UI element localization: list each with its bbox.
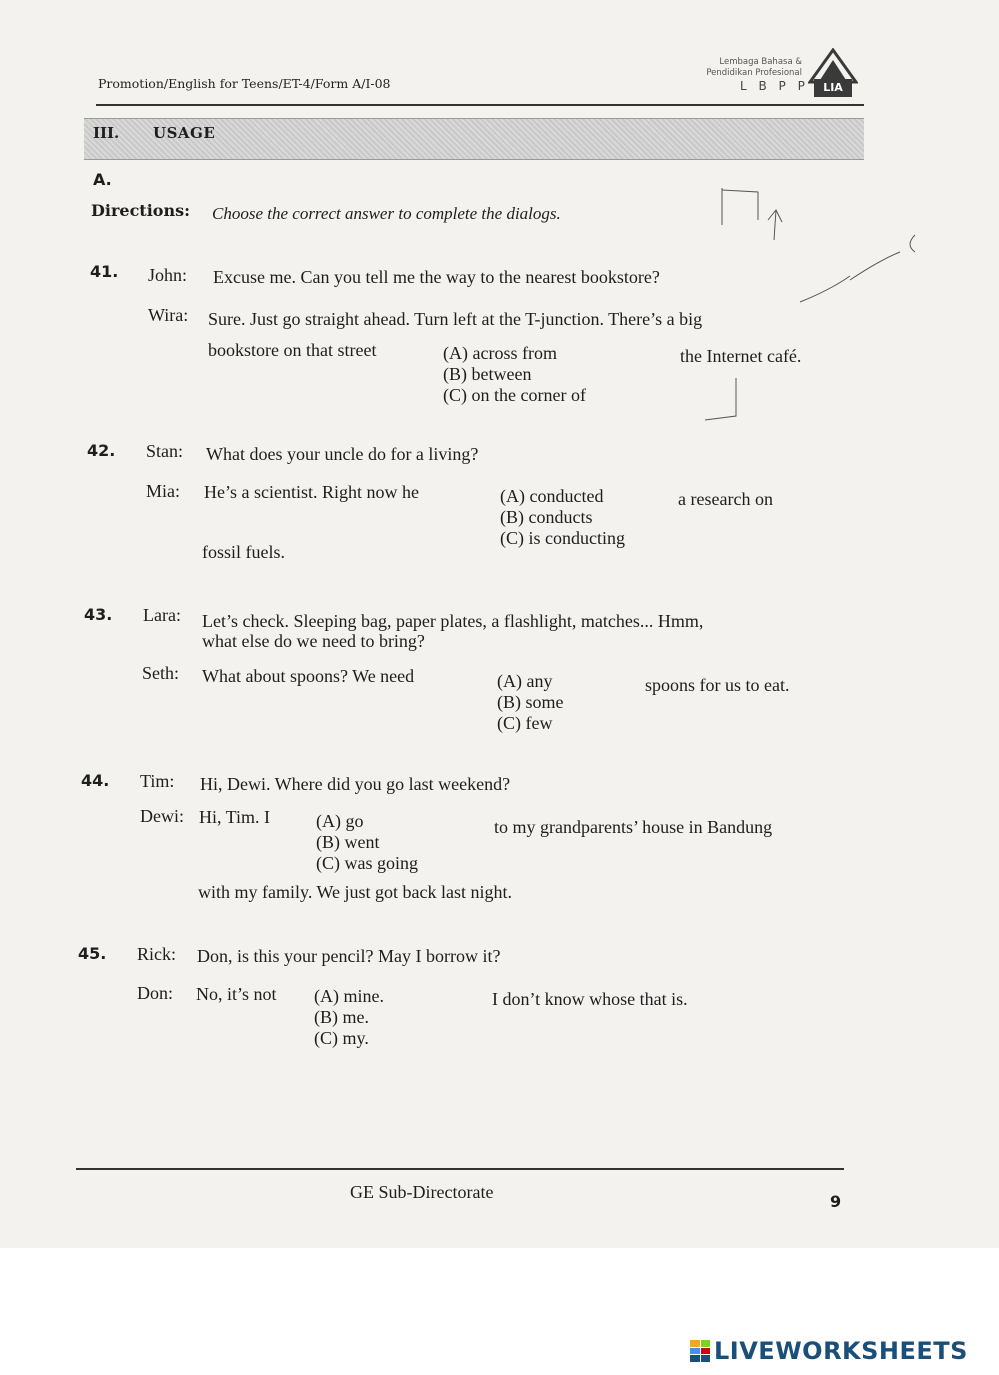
directions-text: Choose the correct answer to complete the dialogs. [212,204,561,223]
speaker-label: Wira: [148,305,189,325]
dialog-after-blank: a research on [678,489,773,509]
dialog-before-blank: What about spoons? We need [202,666,415,686]
option-a[interactable]: (A) across from [443,343,557,363]
question-number: 42. [87,441,116,460]
page-number: 9 [830,1192,842,1211]
speaker-label: Lara: [143,605,181,625]
question-number: 44. [81,771,110,790]
dialog-after-blank: I don’t know whose that is. [492,989,688,1009]
dialog-continuation: fossil fuels. [202,542,285,562]
liveworksheets-logo-icon [690,1340,710,1362]
liveworksheets-brand [690,1336,968,1366]
logo-organization [690,57,802,79]
option-a[interactable]: (A) any [497,671,553,691]
liveworksheets-wordmark: LIVEWORKSHEETS [714,1337,968,1365]
section-title: USAGE [153,124,216,142]
speaker-label: John: [148,265,188,285]
option-c[interactable]: (C) on the corner of [443,385,586,405]
dialog-line: Sure. Just go straight ahead. Turn left at the T-junction. There’s a big [208,309,703,329]
question-number: 45. [78,944,107,963]
dialog-before-blank: bookstore on that street [208,340,377,360]
part-label: A. [93,170,112,189]
dialog-line: Let’s check. Sleeping bag, paper plates, a flashlight, matches... Hmm, [202,611,704,631]
option-b[interactable]: (B) me. [314,1007,369,1027]
dialog-line: what else do we need to bring? [202,631,425,651]
dialog-line: Don, is this your pencil? May I borrow it? [197,946,501,966]
option-a[interactable]: (A) conducted [500,486,604,506]
logo-org-line2: Pendidikan Profesional [706,68,802,78]
option-c[interactable]: (C) was going [316,853,418,873]
question-number: 41. [90,262,119,281]
pen-marks-icon [700,180,930,430]
option-b[interactable]: (B) some [497,692,564,712]
dialog-line: Hi, Dewi. Where did you go last weekend? [200,774,511,794]
directions-label: Directions: [91,201,190,220]
header-rule [96,104,864,106]
question-number: 43. [84,605,113,624]
dialog-continuation: with my family. We just got back last night. [198,882,513,902]
form-code: Promotion/English for Teens/ET-4/Form A/I-08 [98,76,391,91]
speaker-label: Tim: [140,771,175,791]
option-a[interactable]: (A) mine. [314,986,384,1006]
speaker-label: Dewi: [140,806,184,826]
option-b[interactable]: (B) between [443,364,532,384]
section-number: III. [93,124,120,142]
speaker-label: Seth: [142,663,180,683]
dialog-after-blank: spoons for us to eat. [645,675,790,695]
dialog-before-blank: He’s a scientist. Right now he [204,482,419,502]
speaker-label: Mia: [146,481,180,501]
dialog-before-blank: No, it’s not [196,984,277,1004]
dialog-line: What does your uncle do for a living? [206,444,479,464]
logo-org-line1: Lembaga Bahasa & [719,57,802,67]
speaker-label: Don: [137,983,173,1003]
footer-text: GE Sub-Directorate [350,1182,494,1202]
footer-rule [76,1168,844,1170]
option-c[interactable]: (C) my. [314,1028,369,1048]
logo-abbreviation: L B P P [740,79,809,93]
speaker-label: Rick: [137,944,176,964]
option-c[interactable]: (C) is conducting [500,528,625,548]
dialog-after-blank: the Internet café. [680,346,802,366]
speaker-label: Stan: [146,441,184,461]
dialog-line: Excuse me. Can you tell me the way to the nearest bookstore? [213,267,660,287]
logo-badge: LIA [814,79,852,97]
dialog-before-blank: Hi, Tim. I [199,807,271,827]
option-a[interactable]: (A) go [316,811,364,831]
option-b[interactable]: (B) went [316,832,380,852]
option-b[interactable]: (B) conducts [500,507,593,527]
option-c[interactable]: (C) few [497,713,553,733]
dialog-after-blank: to my grandparents’ house in Bandung [494,817,773,837]
